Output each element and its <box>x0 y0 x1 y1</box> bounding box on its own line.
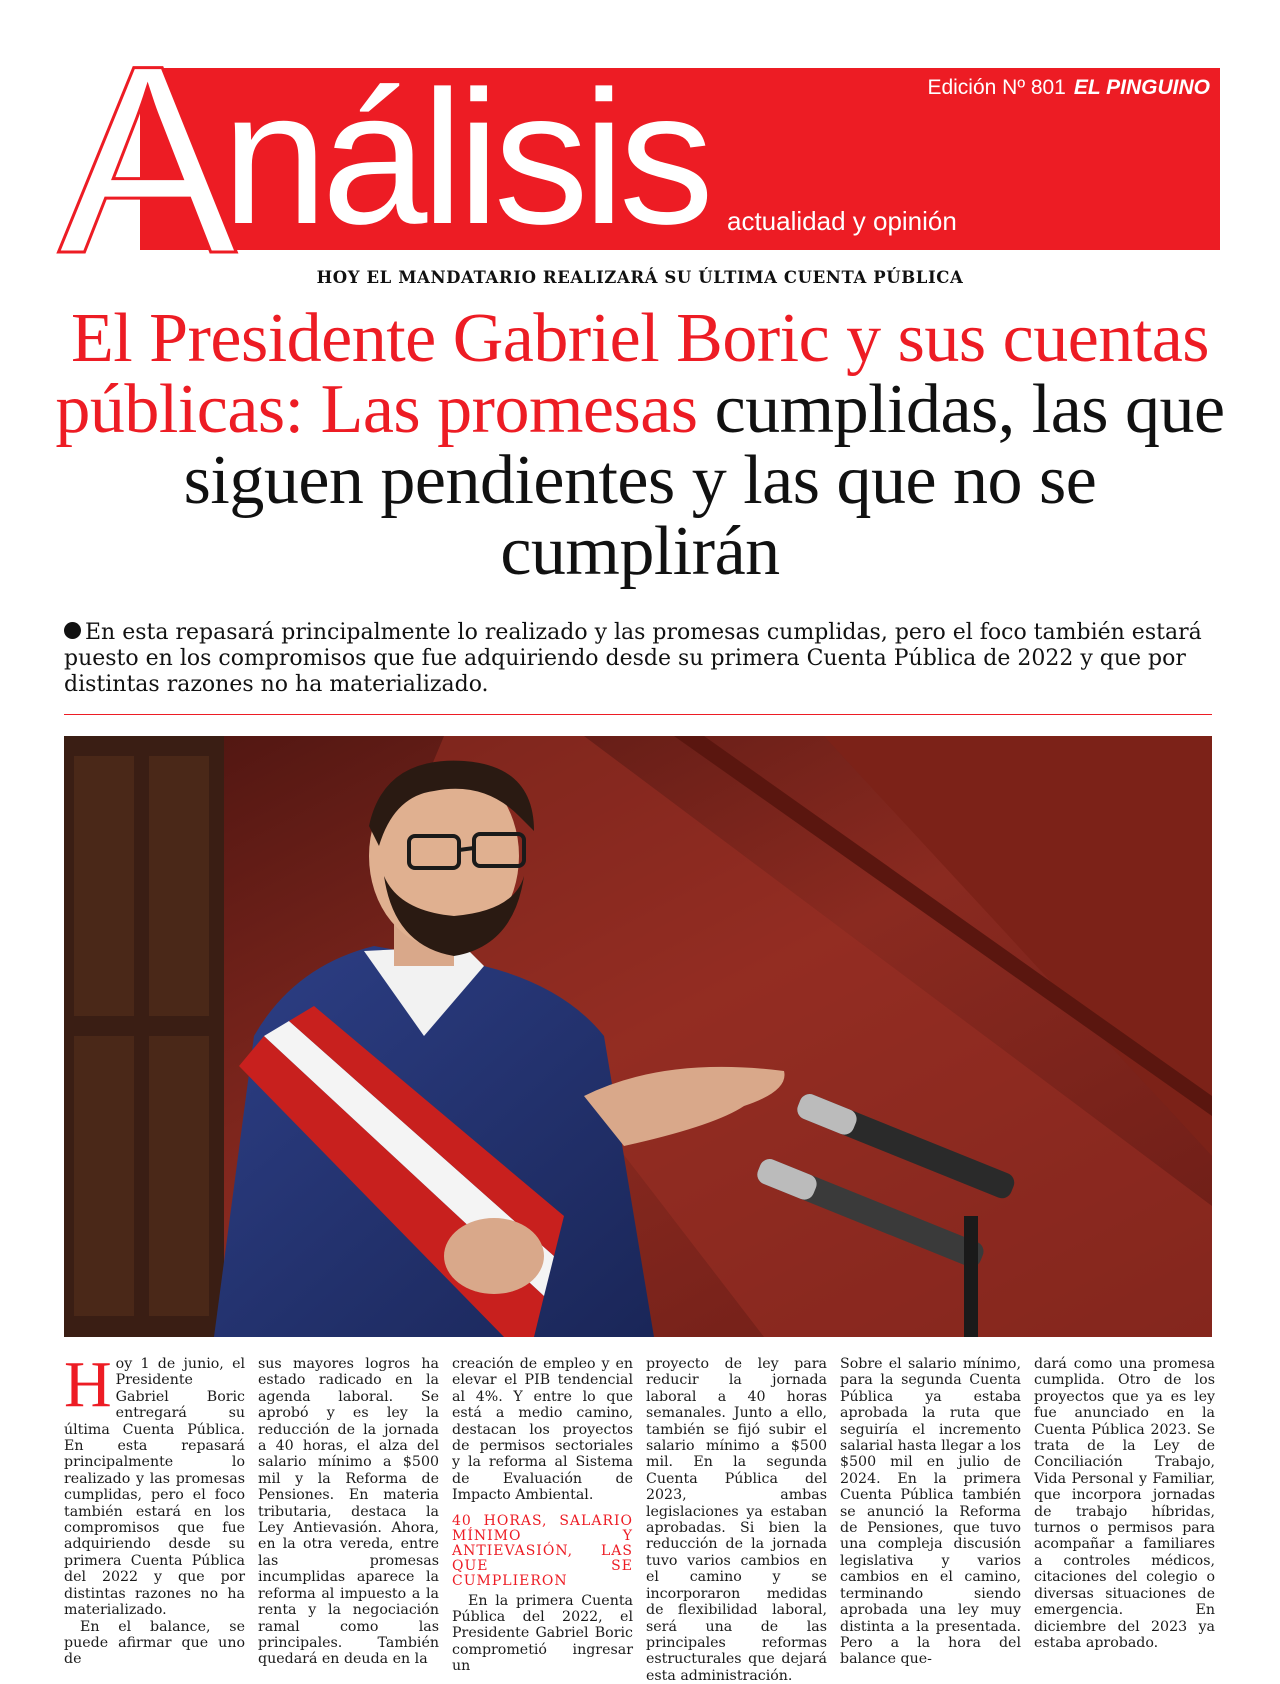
body-paragraph: sus mayores logros ha estado radicado en la agenda laboral. Se aprobó y es ley la reducción de la jornada a 40 horas, el alza del salario mínimo a $500 mil y la Reforma de Pensiones. En materia tributaria, destaca la Ley Antievasión. Ahora, en la otra vereda, entre las promesas incumplidas aparece la reforma al impuesto a la renta y la negociación ramal como las principales. También quedará en deuda en la <box>258 1356 439 1668</box>
masthead-initial: A <box>58 9 229 309</box>
article-kicker: HOY EL MANDATARIO REALIZARÁ SU ÚLTIMA CUENTA PÚBLICA <box>316 268 964 287</box>
body-paragraph: oy 1 de junio, el Presidente Gabriel Boric entregará su última Cuenta Pública. En esta repasará principalmente lo realizado y las promesas cumplidas, pero el foco también estará en los compromisos que fue adquiriendo desde su primera Cuenta Pública del 2022 y que por distintas razones no ha materializado. <box>64 1356 245 1619</box>
article-deck <box>64 620 1214 698</box>
body-column-5 <box>840 1356 1021 1668</box>
headline-red-part: El Presidente Gabriel Boric y sus cuentas públicas: Las promesas <box>55 300 1210 448</box>
edition-info <box>927 76 1210 100</box>
bullet-icon <box>64 622 81 639</box>
deck-text: En esta repasará principalmente lo realizado y las promesas cumplidas, pero el foco también estará puesto en los compromisos que fue adquiriendo desde su primera Cuenta Pública de 2022 y que por distintas razones no ha materializado. <box>64 620 1202 697</box>
section-subhead: 40 HORAS, SALARIO MÍNIMO Y ANTIEVASIÓN, LAS QUE SE CUMPLIERON <box>452 1512 633 1589</box>
edition-number: Edición Nº 801 <box>927 76 1066 99</box>
article-headline <box>40 300 1240 590</box>
body-paragraph: En el balance, se puede afirmar que uno de <box>64 1618 245 1668</box>
body-paragraph: proyecto de ley para reducir la jornada laboral a 40 horas semanales. Junto a ello, también se fijó subir el salario mínimo a $500 mil. En la segunda Cuenta Pública del 2023, ambas legislaciones ya estaban aprobadas. Si bien la reducción de la jornada tuvo varios cambios en el camino y se incorporaron medidas de flexibilidad laboral, será una de las principales reformas estructurales que dejará esta administración. <box>646 1356 827 1684</box>
body-paragraph: Sobre el salario mínimo, para la segunda Cuenta Pública ya estaba aprobada la ruta que seguiría el incremento salarial hasta llegar a los $500 mil en julio de 2024. En la primera Cuenta Pública también se anunció la Reforma de Pensiones, que tuvo una compleja discusión legislativa y varios cambios en el camino, terminando siendo aprobada una ley muy distinta a la presentada. Pero a la hora del balance que- <box>840 1356 1021 1668</box>
body-column-2 <box>258 1356 439 1668</box>
body-column-6 <box>1034 1356 1215 1651</box>
article-photo <box>64 736 1212 1337</box>
body-column-4 <box>646 1356 827 1684</box>
dropcap: H <box>64 1348 112 1421</box>
masthead-title: nálisis <box>222 52 708 264</box>
article-body <box>64 1348 1215 1684</box>
headline-black-part: cumplidas, las que siguen pendientes y las que no se cumplirán <box>183 371 1225 590</box>
president-photo-illustration <box>64 736 1212 1337</box>
brand-logo: EL PINGUINO <box>1073 76 1210 99</box>
body-column-1 <box>64 1348 245 1668</box>
body-paragraph: En la primera Cuenta Pública del 2022, el Presidente Gabriel Boric comprometió ingresar un <box>452 1592 633 1675</box>
body-column-3 <box>452 1356 633 1675</box>
masthead-tagline: actualidad y opinión <box>727 206 957 236</box>
divider-rule <box>64 714 1212 715</box>
body-paragraph: creación de empleo y en elevar el PIB tendencial al 4%. Y entre lo que está a medio camino, destacan los proyectos de permisos sectoriales y la reforma al Sistema de Evaluación de Impacto Ambiental. <box>452 1356 633 1504</box>
body-paragraph: dará como una promesa cumplida. Otro de los proyectos que ya es ley fue anunciado en la Cuenta Pública 2023. Se trata de la Ley de Conciliación Trabajo, Vida Personal y Familiar, que incorpora jornadas de trabajo híbridas, turnos o permisos para acompañar a familiares a controles médicos, citaciones del colegio o diversas situaciones de emergencia. En diciembre del 2023 ya estaba aprobado. <box>1034 1356 1215 1651</box>
